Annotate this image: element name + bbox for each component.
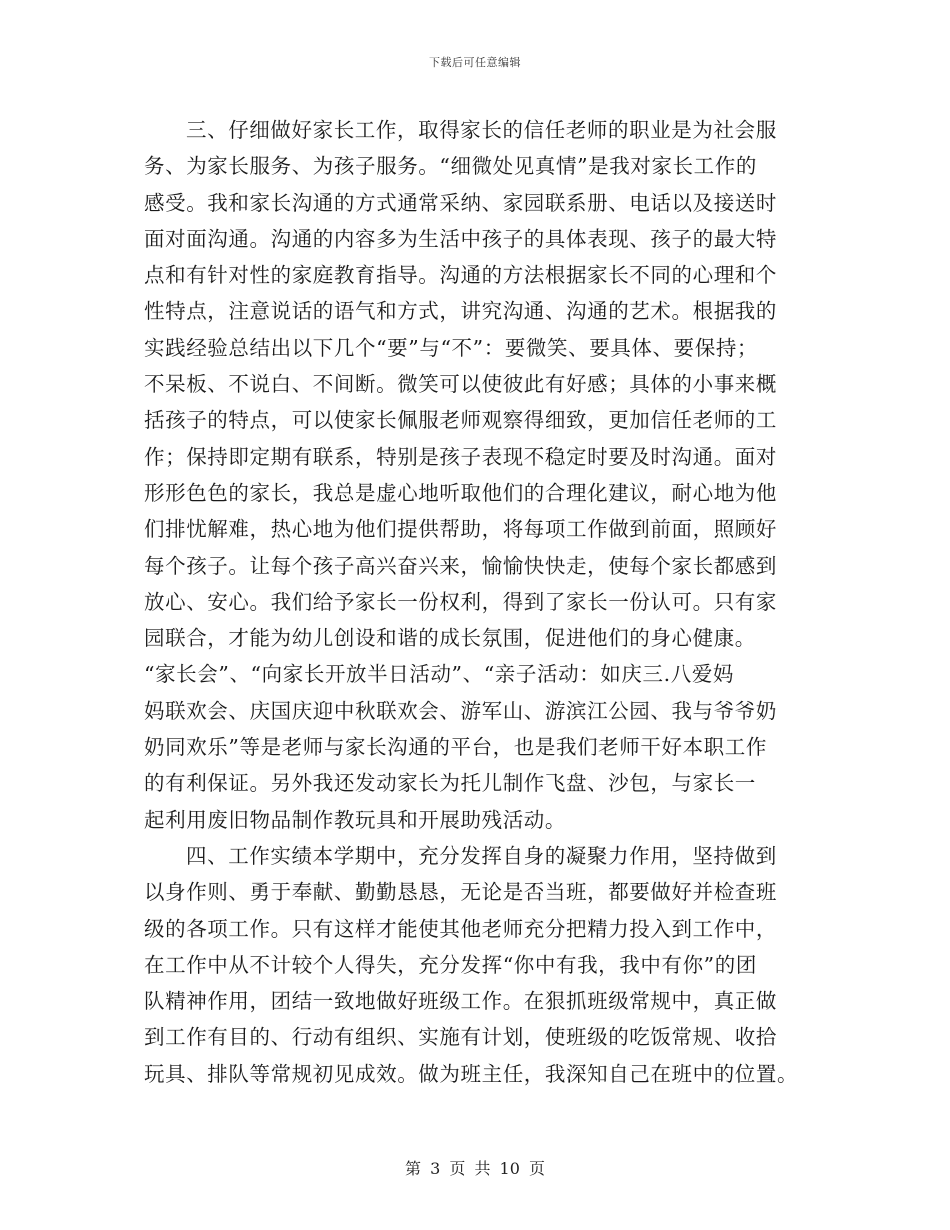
page-number: 第 3 页 共 10 页 <box>405 1159 545 1178</box>
text-line: 园联合，才能为幼儿创设和谐的成长氛围，促进他们的身心健康。 <box>144 626 756 651</box>
text-line: 面对面沟通。沟通的内容多为生活中孩子的具体表现、孩子的最大特 <box>144 226 777 251</box>
text-line: “家长会”、“向家长开放半日活动”、“亲子活动：如庆三.八爱妈 <box>144 662 735 687</box>
text-line: 形形色色的家长，我总是虚心地听取他们的合理化建议，耐心地为他 <box>144 480 777 505</box>
text-line: 不呆板、不说白、不间断。微笑可以使彼此有好感；具体的小事来概 <box>144 372 777 397</box>
document-body <box>144 112 812 1092</box>
text-line: 以身作则、勇于奉献、勤勤恳恳，无论是否当班，都要做好并检查班 <box>144 880 777 905</box>
text-line: 在工作中从不计较个人得失，充分发挥“你中有我，我中有你”的团 <box>144 952 757 977</box>
text-line: 四、工作实绩本学期中，充分发挥自身的凝聚力作用，坚持做到 <box>186 843 777 868</box>
text-line: 每个孩子。让每个孩子高兴奋兴来，愉愉快快走，使每个家长都感到 <box>144 553 777 578</box>
paragraph-work-results <box>144 838 812 1092</box>
text-line: 起利用废旧物品制作教玩具和开展助残活动。 <box>144 807 566 832</box>
text-line: 的有利保证。另外我还发动家长为托儿制作飞盘、沙包，与家长一 <box>144 771 756 796</box>
text-line: 感受。我和家长沟通的方式通常采纳、家园联系册、电话以及接送时 <box>144 190 777 215</box>
text-line: 奶同欢乐”等是老师与家长沟通的平台，也是我们老师干好本职工作 <box>144 735 767 760</box>
text-line: 队精神作用，团结一致地做好班级工作。在狠抓班级常规中，真正做 <box>144 989 777 1014</box>
text-line: 玩具、排队等常规初见成效。做为班主任，我深知自己在班中的位置。 <box>144 1061 799 1086</box>
text-line: 级的各项工作。只有这样才能使其他老师充分把精力投入到工作中， <box>144 916 777 941</box>
paragraph-family-work <box>144 112 812 838</box>
text-line: 括孩子的特点，可以使家长佩服老师观察得细致，更加信任老师的工 <box>144 408 777 433</box>
text-line: 三、仔细做好家长工作，取得家长的信任老师的职业是为社会服 <box>186 118 777 142</box>
text-line: 放心、安心。我们给予家长一份权利，得到了家长一份认可。只有家 <box>144 589 777 614</box>
text-line: 作；保持即定期有联系，特别是孩子表现不稳定时要及时沟通。面对 <box>144 444 777 469</box>
text-line: 性特点，注意说话的语气和方式，讲究沟通、沟通的艺术。根据我的 <box>144 299 777 324</box>
text-line: 点和有针对性的家庭教育指导。沟通的方法根据家长不同的心理和个 <box>144 263 777 288</box>
text-line: 们排忧解难，热心地为他们提供帮助，将每项工作做到前面，照顾好 <box>144 517 777 542</box>
page-header: 下载后可任意编辑 <box>429 56 521 69</box>
text-line: 务、为家长服务、为孩子服务。“细微处见真情”是我对家长工作的 <box>144 154 757 179</box>
text-line: 妈联欢会、庆国庆迎中秋联欢会、游军山、游滨江公园、我与爷爷奶 <box>144 698 777 723</box>
text-line: 实践经验总结出以下几个“要”与“不”：要微笑、要具体、要保持； <box>144 335 759 360</box>
text-line: 到工作有目的、行动有组织、实施有计划，使班级的吃饭常规、收拾 <box>144 1025 777 1050</box>
